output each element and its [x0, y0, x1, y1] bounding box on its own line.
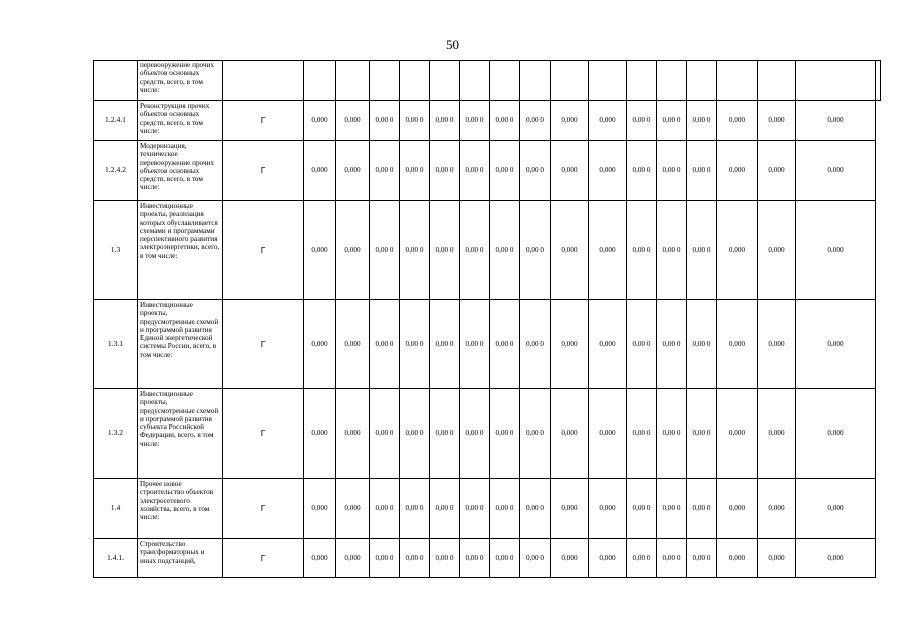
- value-cell: 0,00 0: [430, 141, 460, 201]
- row-code-cell: 1.2.4.1: [94, 101, 138, 141]
- value-cell: 0,00 0: [657, 141, 687, 201]
- value-cell: [627, 61, 657, 101]
- value-cell: 0,00 0: [657, 201, 687, 300]
- value-cell: 0,00 0: [520, 201, 551, 300]
- value-cell: 0,000: [589, 539, 627, 578]
- value-cell: 0,000: [336, 300, 370, 389]
- table-row: [94, 201, 881, 300]
- value-cell: 0,00 0: [400, 389, 430, 479]
- value-cell: 0,000: [304, 101, 336, 141]
- value-cell: 0,00 0: [627, 201, 657, 300]
- table-row: [94, 389, 881, 479]
- table-row: [94, 101, 881, 141]
- value-cell: 0,000: [717, 300, 758, 389]
- value-cell: [304, 61, 336, 101]
- value-cell: 0,00 0: [430, 201, 460, 300]
- value-cell: 0,00 0: [490, 479, 520, 539]
- value-cell: 0,00 0: [460, 539, 490, 578]
- value-cell: 0,000: [717, 539, 758, 578]
- value-cell: 0,00 0: [400, 479, 430, 539]
- value-cell: 0,000: [717, 141, 758, 201]
- value-cell: [589, 61, 627, 101]
- value-cell: 0,000: [336, 101, 370, 141]
- row-unit-cell: Г: [223, 300, 304, 389]
- value-cell: 0,000: [717, 101, 758, 141]
- row-name-cell: перевооружение прочих объектов основных средств, всего, в том числе:: [138, 61, 223, 101]
- page-number: 50: [446, 37, 459, 52]
- row-code-cell: 1.3.2: [94, 389, 138, 479]
- value-cell: 0,000: [589, 101, 627, 141]
- value-cell: 0,00 0: [657, 539, 687, 578]
- value-cell: 0,00 0: [687, 201, 717, 300]
- table-body: [94, 61, 881, 578]
- value-cell: 0,000: [717, 389, 758, 479]
- investment-table: [93, 60, 881, 578]
- row-unit-cell: Г: [223, 141, 304, 201]
- value-cell: [717, 61, 758, 101]
- value-cell: 0,000: [796, 479, 876, 539]
- value-cell: 0,000: [589, 479, 627, 539]
- value-cell: 0,000: [796, 300, 876, 389]
- value-cell: 0,00 0: [400, 101, 430, 141]
- row-code-cell: [94, 61, 138, 101]
- value-cell: [490, 61, 520, 101]
- row-unit-cell: Г: [223, 539, 304, 578]
- value-cell: 0,000: [758, 389, 796, 479]
- value-cell: 0,00 0: [430, 101, 460, 141]
- value-cell: 0,00 0: [657, 479, 687, 539]
- row-code-cell: 1.4: [94, 479, 138, 539]
- value-cell: [551, 61, 589, 101]
- value-cell: 0,00 0: [370, 201, 400, 300]
- value-cell: [430, 61, 460, 101]
- value-cell: 0,00 0: [370, 479, 400, 539]
- table-row: [94, 479, 881, 539]
- value-cell: 0,00 0: [687, 539, 717, 578]
- table-row: [94, 300, 881, 389]
- value-cell: 0,00 0: [430, 300, 460, 389]
- value-cell: 0,000: [336, 539, 370, 578]
- value-cell: 0,000: [304, 300, 336, 389]
- value-cell: 0,000: [717, 479, 758, 539]
- value-cell: 0,00 0: [430, 539, 460, 578]
- value-cell: 0,000: [796, 539, 876, 578]
- value-cell: 0,00 0: [627, 101, 657, 141]
- value-cell: 0,00 0: [460, 300, 490, 389]
- value-cell: [796, 61, 876, 101]
- value-cell: 0,000: [551, 141, 589, 201]
- value-cell: 0,000: [758, 300, 796, 389]
- value-cell: 0,00 0: [520, 539, 551, 578]
- value-cell: 0,000: [758, 141, 796, 201]
- value-cell: 0,00 0: [490, 141, 520, 201]
- value-cell: 0,00 0: [400, 300, 430, 389]
- value-cell: 0,00 0: [490, 101, 520, 141]
- value-cell: 0,00 0: [430, 389, 460, 479]
- value-cell: 0,00 0: [460, 201, 490, 300]
- value-cell: 0,000: [551, 479, 589, 539]
- value-cell: 0,00 0: [687, 101, 717, 141]
- value-cell: 0,000: [758, 201, 796, 300]
- value-cell: 0,00 0: [400, 141, 430, 201]
- row-code-cell: 1.3: [94, 201, 138, 300]
- value-cell: [370, 61, 400, 101]
- value-cell: [758, 61, 796, 101]
- value-cell: 0,00 0: [520, 141, 551, 201]
- value-cell: 0,000: [551, 389, 589, 479]
- row-code-cell: 1.4.1.: [94, 539, 138, 578]
- value-cell: 0,00 0: [520, 479, 551, 539]
- value-cell: 0,000: [758, 539, 796, 578]
- value-cell: 0,000: [551, 101, 589, 141]
- value-cell: 0,000: [304, 539, 336, 578]
- value-cell: 0,000: [758, 101, 796, 141]
- value-cell: 0,000: [336, 389, 370, 479]
- value-cell: 0,00 0: [490, 201, 520, 300]
- value-cell: 0,00 0: [460, 479, 490, 539]
- value-cell: 0,00 0: [687, 479, 717, 539]
- value-cell: 0,00 0: [627, 141, 657, 201]
- row-code-cell: 1.3.1: [94, 300, 138, 389]
- value-cell: 0,000: [551, 201, 589, 300]
- row-code-cell: 1.2.4.2: [94, 141, 138, 201]
- row-unit-cell: Г: [223, 479, 304, 539]
- value-cell: 0,000: [589, 141, 627, 201]
- row-name-cell: Инвестиционные проекты, предусмотренные схемой и программой развития Единой энергетической системы России, всего, в том числе:: [138, 300, 223, 389]
- value-cell: 0,000: [717, 201, 758, 300]
- value-cell: 0,00 0: [520, 300, 551, 389]
- value-cell: 0,000: [304, 141, 336, 201]
- table-row: [94, 141, 881, 201]
- value-cell: 0,000: [589, 201, 627, 300]
- value-cell: 0,00 0: [400, 201, 430, 300]
- row-name-cell: Реконструкция прочих объектов основных средств, всего, в том числе:: [138, 101, 223, 141]
- row-name-cell: Прочее новое строительство объектов электросетевого хозяйства, всего, в том числе:: [138, 479, 223, 539]
- value-cell: 0,000: [589, 389, 627, 479]
- value-cell: [460, 61, 490, 101]
- value-cell: 0,00 0: [627, 389, 657, 479]
- value-cell: 0,00 0: [370, 389, 400, 479]
- value-cell: 0,000: [796, 201, 876, 300]
- row-name-cell: Строительство трансформаторных и иных подстанций,: [138, 539, 223, 578]
- value-cell: 0,000: [589, 300, 627, 389]
- value-cell: 0,000: [796, 389, 876, 479]
- row-unit-cell: Г: [223, 101, 304, 141]
- value-cell: 0,00 0: [657, 101, 687, 141]
- value-cell: 0,00 0: [520, 101, 551, 141]
- value-cell: 0,000: [336, 479, 370, 539]
- value-cell: [336, 61, 370, 101]
- value-cell: [400, 61, 430, 101]
- value-cell: 0,000: [758, 479, 796, 539]
- value-cell: 0,00 0: [657, 389, 687, 479]
- value-cell: 0,00 0: [370, 141, 400, 201]
- value-cell: 0,00 0: [370, 539, 400, 578]
- table-row: [94, 539, 881, 578]
- row-unit-cell: [223, 61, 304, 101]
- table-row: [94, 61, 881, 101]
- row-name-cell: Инвестиционные проекты, реализация которых обуславливается схемами и программами перспективного развития электроэнергетики, всего, в том числе:: [138, 201, 223, 300]
- value-cell: 0,000: [336, 201, 370, 300]
- value-cell: 0,00 0: [687, 300, 717, 389]
- value-cell: 0,00 0: [627, 300, 657, 389]
- row-name-cell: Модернизация, техническое перевооружение прочих объектов основных средств, всего, в том числе:: [138, 141, 223, 201]
- value-cell: 0,000: [551, 300, 589, 389]
- value-cell: 0,000: [304, 389, 336, 479]
- value-cell: 0,00 0: [520, 389, 551, 479]
- value-cell: 0,00 0: [627, 539, 657, 578]
- value-cell: 0,00 0: [627, 479, 657, 539]
- value-cell: [520, 61, 551, 101]
- value-cell: 0,00 0: [370, 300, 400, 389]
- value-cell: 0,00 0: [460, 141, 490, 201]
- value-cell: 0,00 0: [460, 389, 490, 479]
- value-cell: 0,00 0: [687, 141, 717, 201]
- value-cell: [687, 61, 717, 101]
- value-cell: 0,00 0: [490, 300, 520, 389]
- value-cell: [876, 61, 881, 101]
- value-cell: 0,000: [304, 479, 336, 539]
- value-cell: 0,00 0: [430, 479, 460, 539]
- value-cell: 0,00 0: [657, 300, 687, 389]
- value-cell: 0,00 0: [400, 539, 430, 578]
- value-cell: 0,000: [551, 539, 589, 578]
- value-cell: 0,00 0: [460, 101, 490, 141]
- value-cell: 0,00 0: [370, 101, 400, 141]
- value-cell: 0,000: [336, 141, 370, 201]
- value-cell: 0,000: [796, 101, 876, 141]
- row-unit-cell: Г: [223, 389, 304, 479]
- value-cell: 0,000: [304, 201, 336, 300]
- value-cell: 0,000: [796, 141, 876, 201]
- value-cell: 0,00 0: [490, 389, 520, 479]
- value-cell: [657, 61, 687, 101]
- value-cell: 0,00 0: [687, 389, 717, 479]
- row-unit-cell: Г: [223, 201, 304, 300]
- value-cell: 0,00 0: [490, 539, 520, 578]
- row-name-cell: Инвестиционные проекты, предусмотренные схемой и программой развития субъекта Российской Федерации, всего, в том числе:: [138, 389, 223, 479]
